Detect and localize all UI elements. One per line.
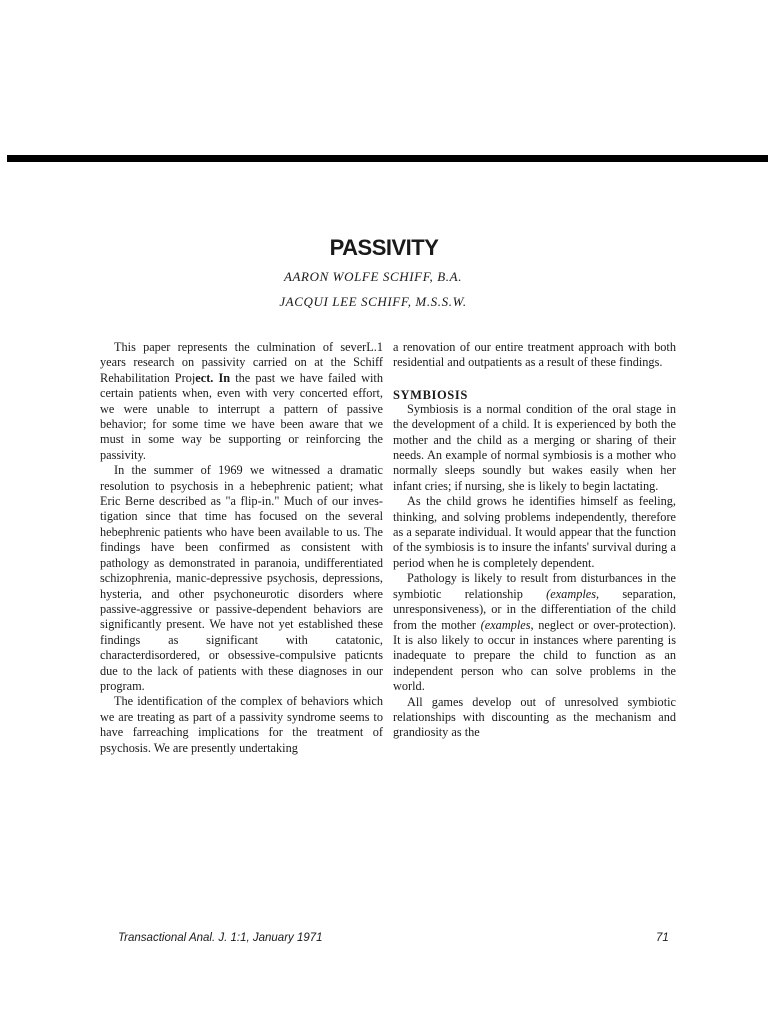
journal-citation: Transactional Anal. J. 1:1, January 1971 [118, 932, 323, 944]
header-rule [7, 155, 768, 162]
paragraph-intro: This paper represents the culmination of severL.1 years research on passivity carried on at the Schiff Rehabilitation Project. In the past we have failed with certain patients when, even with very concerted effort, we were unable to interrupt a pattern of passive behavior; for some time we have been aware that we must in some way be supporting or reinforcing the passivity. [100, 340, 383, 462]
paragraph-games: All games develop out of unresolved symbiotic relationships with discounting as the mechanism and grandiosity as the [393, 694, 676, 740]
paragraph-renovation: a renovation of our entire treatment approach with both residential and outpatients as a result of these findings. [393, 340, 676, 370]
paragraph-identification: The identification of the complex of behaviors which we are treating as part of a passivity syndrome seems to have farreaching implications for the treatment of psychosis. We are presently undertaking [100, 694, 383, 755]
author-1: AARON WOLFE SCHIFF, B.A. [283, 269, 463, 284]
left-column [100, 340, 383, 756]
paragraph-summer-1969: In the summer of 1969 we witnessed a dramatic resolution to psychosis in a hebephrenic patient; what Eric Berne described as "a flip-in." Much of our investigation since that time has focused on the several hebephrenic patients who have been available to us. The findings have been confirmed as consistent with pathology as demonstrated in paranoia, undifferentiated schizophrenia, manic-depressive psychosis, depressions, hysteria, and other psychoneurotic disorders where passive-aggressive or passive-dependent behaviors are significantly present. We have not yet established these findings as significant with catatonic, characterdisordered, or obsessive-compulsive paticnts due to the lack of patients with these diagnoses in our program. [100, 463, 383, 693]
page-number: 71 [656, 932, 669, 944]
author-2: JACQUI LEE SCHIFF, M.S.S.W. [279, 294, 467, 309]
paragraph-pathology: Pathology is likely to result from disturbances in the symbiotic relationship (examples, separation, unresponsiveness), or in the differentiation of the child from the mother (examples, neglect or over-protection). It is also likely to occur in instances where parenting is inadequate to prepare the child to function as an independent person who can solve problems in the world. [393, 571, 676, 694]
article-title: PASSIVITY [329, 235, 439, 260]
right-column [393, 340, 676, 741]
section-heading-symbiosis: SYMBIOSIS [393, 387, 468, 402]
paragraph-child-grows: As the child grows he identifies himself as feeling, thinking, and solving problems independently, therefore as a separate individual. It would appear that the function of the symbiosis is to insure the infants' survival during a period when he is completely dependent. [393, 494, 676, 570]
paragraph-symbiosis-definition: Symbiosis is a normal condition of the oral stage in the development of a child. It is experienced by both the mother and the child as a merging or sharing of their needs. An example of normal symbiosis is a mother who normally sleeps soundly but wakes easily when her infant cries; if nursing, she is likely to begin lactating. [393, 401, 676, 493]
